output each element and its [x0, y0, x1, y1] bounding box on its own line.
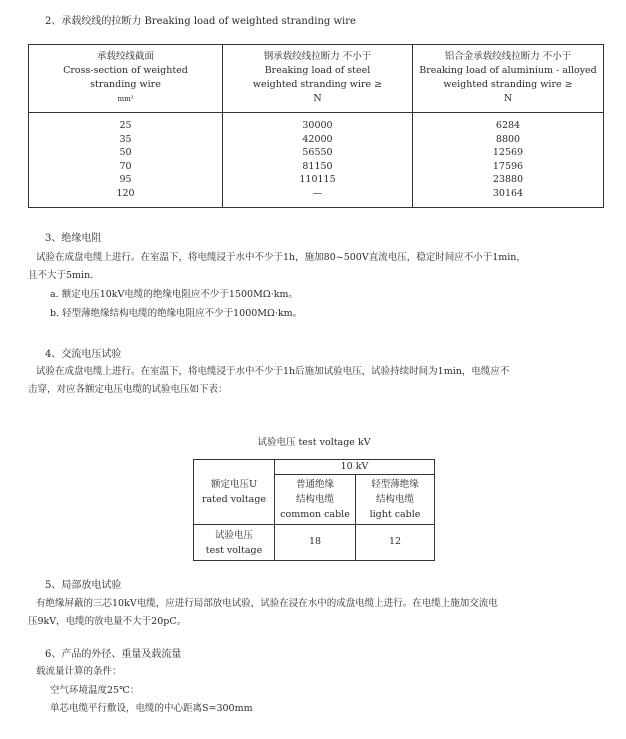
light-value-cell: 12 [356, 525, 435, 561]
section4-title: 4、交流电压试验 [45, 349, 122, 360]
table-cell: 70 [119, 160, 132, 172]
steel-column [223, 119, 412, 201]
section3-paragraph-line1: 试验在成盘电缆上进行。在室温下，将电缆浸于水中不少于1h，施加80~500V直流电压，稳定时间应不小于1min， [36, 252, 526, 263]
common-value-cell: 18 [275, 525, 356, 561]
table-cell: 12569 [492, 147, 524, 159]
rated-voltage-cell: 额定电压U rated voltage [194, 460, 275, 525]
section3-title: 3、绝缘电阻 [45, 233, 102, 244]
kv-header-cell: 10 kV [275, 460, 435, 475]
table-cell: 25 [119, 120, 132, 131]
header-aluminium: 铝合金承载绞线拉断力 不小于 Breaking load of aluminium - alloyed weighted stranding wire ≥ N [419, 51, 597, 104]
table-cell: 81150 [302, 160, 333, 172]
table-cell: 56550 [302, 147, 333, 159]
table-cell: 8800 [495, 133, 521, 145]
section6-title: 6、产品的外径、重量及载流量 [45, 649, 182, 660]
table-cell: 50 [119, 147, 132, 159]
test-voltage-label-cell: 试验电压 test voltage [194, 525, 275, 561]
test-voltage-table [193, 459, 435, 561]
section4-paragraph-line1: 试验在成盘电缆上进行。在室温下，将电缆浸于水中不少于1h后施加试验电压，试验持续时间为1min，电缆应不 [36, 366, 510, 377]
table-cell: 30164 [492, 187, 524, 199]
cross-section-column [29, 119, 222, 201]
section3-item-b: b. 轻型薄绝缘结构电缆的绝缘电阻应不少于1000MΩ·km。 [50, 308, 303, 319]
header-cross-section: 承载绞线截面 Cross-section of weighted stranding wire mm² [63, 51, 188, 103]
section5-paragraph-line1: 有绝缘屏蔽的三芯10kV电缆，应进行局部放电试验，试验在浸在水中的成盘电缆上进行。在电缆上施加交流电 [36, 598, 498, 609]
aluminium-column [413, 119, 603, 201]
table-cell: 6284 [495, 120, 521, 131]
table-cell: 42000 [302, 133, 333, 145]
table-cell: 23880 [492, 174, 524, 186]
common-cable-cell: 普通绝缘 结构电缆 common cable [275, 475, 356, 525]
section2-title: 2、承载绞线的拉断力 Breaking load of weighted stranding wire [45, 16, 356, 27]
test-voltage-caption: 试验电压 test voltage kV [257, 437, 371, 448]
section6-line3: 单芯电缆平行敷设，电缆的中心距离S=300mm [50, 703, 253, 714]
section4-paragraph-line2: 击穿，对应各额定电压电缆的试验电压如下表： [28, 384, 228, 395]
section3-item-a: a. 额定电压10kV电缆的绝缘电阻应不少于1500MΩ·km。 [50, 289, 298, 300]
light-cable-cell: 轻型薄绝缘 结构电缆 light cable [356, 475, 435, 525]
table-cell: — [312, 187, 323, 199]
section5-title: 5、局部放电试验 [45, 580, 122, 591]
table-cell: 35 [119, 133, 132, 145]
header-steel: 钢承载绞线拉断力 不小于 Breaking load of steel weighted stranding wire ≥ N [252, 51, 383, 104]
section3-paragraph-line2: 且不大于5min. [28, 270, 94, 281]
table-cell: 110115 [299, 174, 336, 186]
section6-line2: 空气环境温度25℃： [50, 685, 140, 696]
table-cell: 30000 [302, 120, 333, 131]
table-cell: 120 [116, 187, 135, 199]
table-cell: 95 [119, 174, 132, 186]
section5-paragraph-line2: 压9kV，电缆的放电量不大于20pC。 [28, 616, 187, 627]
table-cell: 17596 [492, 160, 524, 172]
section6-line1: 载流量计算的条件： [36, 666, 122, 677]
